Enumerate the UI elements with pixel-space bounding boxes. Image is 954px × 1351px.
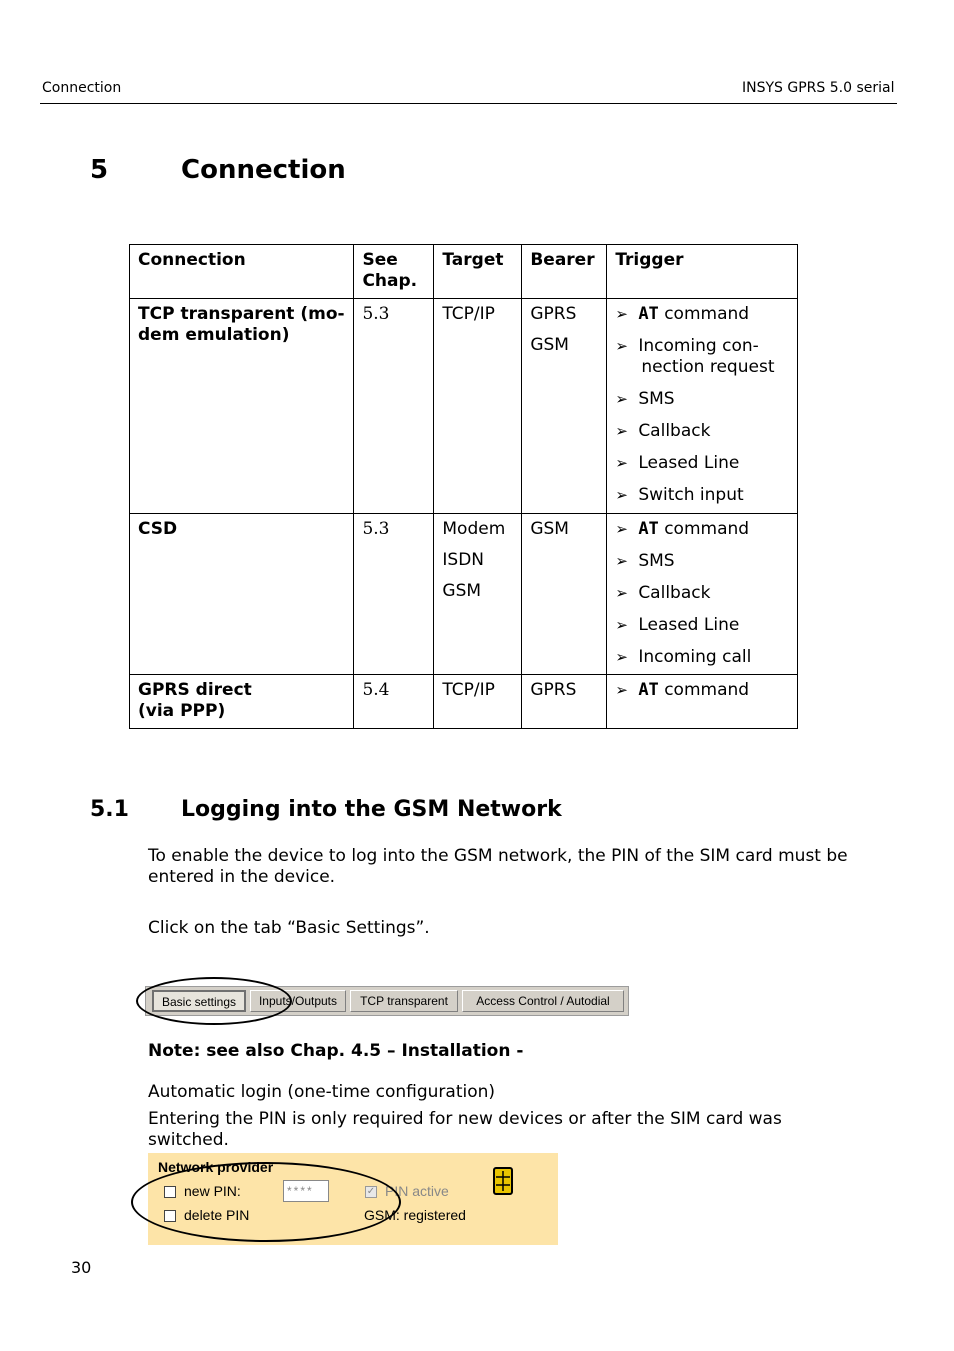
trigger-text: Leased Line xyxy=(638,453,740,473)
running-header-left: Connection xyxy=(42,80,122,96)
trigger-item xyxy=(615,647,789,668)
pin-line: Entering the PIN is only required for new devices or after the SIM card was xyxy=(148,1109,782,1129)
trigger-text: Incoming call xyxy=(638,647,752,667)
trigger-code: AT xyxy=(638,519,659,539)
trigger-item xyxy=(615,615,789,636)
trigger-text: Leased Line xyxy=(638,615,740,635)
cell-chap: 5.3 xyxy=(354,299,434,514)
cell-chap: 5.3 xyxy=(354,514,434,675)
cell-target xyxy=(434,299,522,514)
cell-bearer xyxy=(522,299,607,514)
page-number: 30 xyxy=(71,1258,92,1277)
trigger-item xyxy=(615,485,789,506)
intro-line: To enable the device to log into the GSM network, the PIN of the SIM card must be xyxy=(148,846,848,866)
target-item: Modem xyxy=(442,519,506,539)
note-text: Note: see also Chap. 4.5 – Installation - xyxy=(148,1041,524,1061)
bearer-item: GSM xyxy=(530,519,569,539)
pin-line: switched. xyxy=(148,1130,229,1150)
target-item: TCP/IP xyxy=(442,304,495,324)
delete-pin-label: delete PIN xyxy=(184,1207,250,1223)
intro-line: entered in the device. xyxy=(148,867,336,887)
cell-trigger xyxy=(607,514,798,675)
col-header-see-chap xyxy=(354,245,434,299)
intro-paragraph xyxy=(148,846,848,888)
highlight-ellipse xyxy=(131,1162,401,1242)
auto-login-text: Automatic login (one-time configuration) xyxy=(148,1082,496,1102)
connection-line: TCP transparent (mo- xyxy=(138,304,345,324)
click-instruction: Click on the tab “Basic Settings”. xyxy=(148,918,430,938)
col-header-trigger: Trigger xyxy=(607,245,798,299)
target-item: ISDN xyxy=(442,550,485,570)
cell-bearer xyxy=(522,514,607,675)
arrow-bullet-icon: ➢ xyxy=(615,390,628,408)
trigger-text: Incoming con- xyxy=(638,336,759,356)
arrow-bullet-icon: ➢ xyxy=(615,681,628,699)
trigger-text: Callback xyxy=(638,583,711,603)
trigger-item xyxy=(615,304,789,325)
connection-table xyxy=(129,244,798,729)
arrow-bullet-icon: ➢ xyxy=(615,584,628,602)
bearer-item: GSM xyxy=(530,335,569,355)
cell-trigger xyxy=(607,675,798,729)
arrow-bullet-icon: ➢ xyxy=(615,454,628,472)
arrow-bullet-icon: ➢ xyxy=(615,520,628,538)
cell-connection: CSD xyxy=(130,514,354,675)
col-header-chap: Chap. xyxy=(362,271,418,291)
trigger-text: command xyxy=(658,304,750,324)
trigger-item xyxy=(615,421,789,442)
trigger-text: Callback xyxy=(638,421,711,441)
tab-inputs-outputs[interactable]: Inputs/Outputs xyxy=(250,990,346,1012)
table-header-row xyxy=(130,245,798,299)
arrow-bullet-icon: ➢ xyxy=(615,486,628,504)
panel-title: Network provider xyxy=(158,1159,274,1175)
col-header-connection: Connection xyxy=(130,245,354,299)
trigger-code: AT xyxy=(638,304,659,324)
running-header-right: INSYS GPRS 5.0 serial xyxy=(742,80,895,96)
bearer-item: GPRS xyxy=(530,680,577,700)
trigger-text: command xyxy=(658,519,750,539)
cell-target xyxy=(434,514,522,675)
trigger-text: command xyxy=(658,680,750,700)
trigger-text: SMS xyxy=(638,551,675,571)
pin-active-checkbox: ✓ xyxy=(366,1186,376,1197)
cell-chap: 5.4 xyxy=(354,675,434,729)
tab-tcp-transparent[interactable]: TCP transparent xyxy=(350,990,458,1012)
sim-chip-lines xyxy=(495,1169,511,1193)
connection-line: (via PPP) xyxy=(138,701,226,721)
arrow-bullet-icon: ➢ xyxy=(615,616,628,634)
trigger-text: SMS xyxy=(638,389,675,409)
tab-access-control-autodial[interactable]: Access Control / Autodial xyxy=(462,990,624,1012)
trigger-item xyxy=(615,389,789,410)
cell-connection xyxy=(130,675,354,729)
chapter-number: 5 xyxy=(90,155,109,185)
section-title: Logging into the GSM Network xyxy=(181,797,562,822)
table-row xyxy=(130,299,798,514)
trigger-item xyxy=(615,583,789,604)
section-number: 5.1 xyxy=(90,797,129,822)
arrow-bullet-icon: ➢ xyxy=(615,648,628,666)
trigger-item xyxy=(615,453,789,474)
highlight-ellipse xyxy=(136,977,292,1025)
trigger-text: Switch input xyxy=(638,485,744,505)
col-header-see: See xyxy=(362,250,398,270)
bearer-item: GPRS xyxy=(530,304,577,324)
gsm-status: GSM: registered xyxy=(364,1207,466,1223)
arrow-bullet-icon: ➢ xyxy=(615,422,628,440)
trigger-code: AT xyxy=(638,680,659,700)
trigger-item xyxy=(615,519,789,540)
target-item: TCP/IP xyxy=(442,680,495,700)
tab-basic-settings[interactable]: Basic settings xyxy=(152,990,246,1012)
header-rule xyxy=(40,103,897,104)
col-header-bearer: Bearer xyxy=(522,245,607,299)
col-header-target: Target xyxy=(434,245,522,299)
target-item: GSM xyxy=(442,581,482,601)
trigger-item xyxy=(615,551,789,572)
pin-paragraph xyxy=(148,1109,782,1151)
pin-input[interactable]: **** xyxy=(283,1180,329,1202)
trigger-text: nection request xyxy=(641,357,775,377)
chapter-title: Connection xyxy=(181,155,346,185)
table-row xyxy=(130,675,798,729)
pin-active-label: PIN active xyxy=(385,1183,449,1199)
arrow-bullet-icon: ➢ xyxy=(615,305,628,323)
connection-line: GPRS direct xyxy=(138,680,252,700)
cell-target xyxy=(434,675,522,729)
cell-connection xyxy=(130,299,354,514)
arrow-bullet-icon: ➢ xyxy=(615,337,628,355)
connection-line: dem emulation) xyxy=(138,325,290,345)
cell-bearer xyxy=(522,675,607,729)
trigger-item xyxy=(615,680,789,701)
new-pin-label: new PIN: xyxy=(184,1183,241,1199)
trigger-item xyxy=(615,336,789,378)
cell-trigger xyxy=(607,299,798,514)
table-row xyxy=(130,514,798,675)
sim-card-icon xyxy=(493,1167,513,1195)
arrow-bullet-icon: ➢ xyxy=(615,552,628,570)
